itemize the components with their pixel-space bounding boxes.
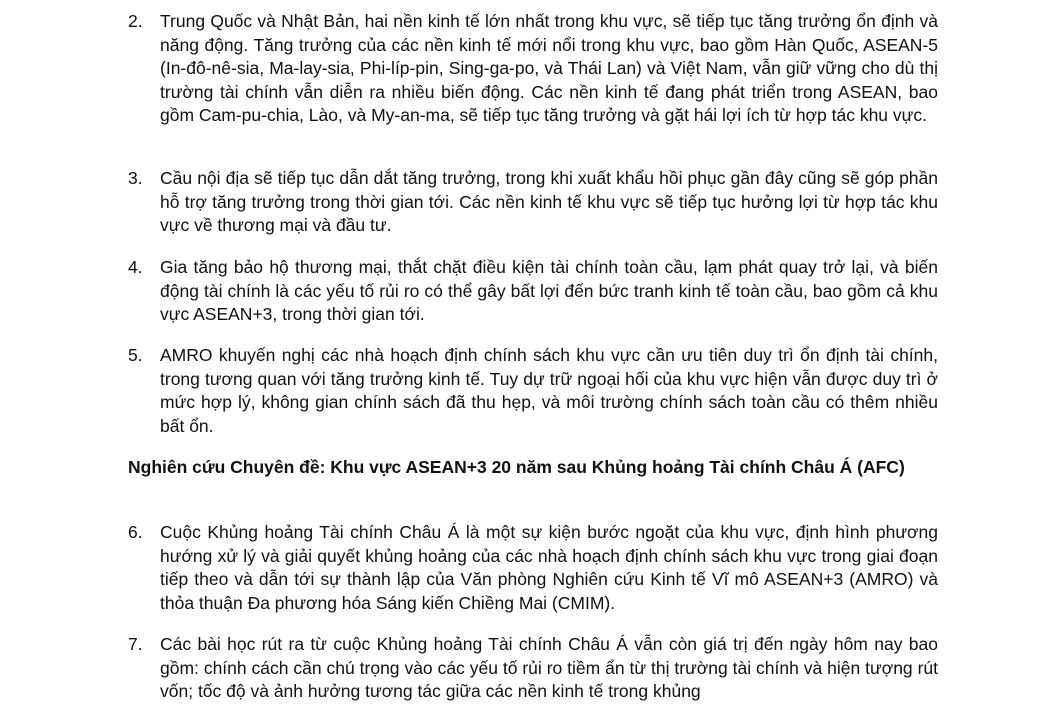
item-number: 5. [128,345,143,365]
item-number: 4. [128,257,143,277]
list-item [128,10,938,128]
item-number: 2. [128,11,143,31]
item-text: Các bài học rút ra từ cuộc Khủng hoảng Tài chính Châu Á vẫn còn giá trị đến ngày hôm nay bao gồm: chính cách cần chú trọng vào các yếu tố rủi ro tiềm ẩn từ thị trường tài chính và hiện tượng rút vốn; tốc độ và ảnh hưởng tương tác giữa các nền kinh tế trong khủng [160,634,938,701]
section-heading: Nghiên cứu Chuyên đề: Khu vực ASEAN+3 20 năm sau Khủng hoảng Tài chính Châu Á (AFC) [128,457,905,477]
item-number: 6. [128,522,143,542]
list-item [128,521,938,615]
item-text: Trung Quốc và Nhật Bản, hai nền kinh tế lớn nhất trong khu vực, sẽ tiếp tục tăng trưởng ổn định và năng động. Tăng trưởng của các nền kinh tế mới nổi trong khu vực, bao gồm Hàn Quốc, ASEAN-5 (In-đô-nê-sia, Ma-lay-sia, Phi-líp-pin, Sing-ga-po, và Thái Lan) và Việt Nam, vẫn giữ vững cho dù thị trường tài chính vẫn diễn ra nhiều biến động. Các nền kinh tế đang phát triển trong ASEAN, bao gồm Cam-pu-chia, Lào, và My-an-ma, sẽ tiếp tục tăng trưởng và gặt hái lợi ích từ hợp tác khu vực. [160,11,938,125]
list-item [128,167,938,238]
list-item [128,344,938,438]
item-number: 3. [128,168,143,188]
item-text: Cầu nội địa sẽ tiếp tục dẫn dắt tăng trưởng, trong khi xuất khẩu hồi phục gần đây cũng sẽ góp phần hỗ trợ tăng trưởng trong thời gian tới. Các nền kinh tế khu vực sẽ tiếp tục hưởng lợi từ hợp tác khu vực về thương mại và đầu tư. [160,168,938,235]
item-text: Cuộc Khủng hoảng Tài chính Châu Á là một sự kiện bước ngoặt của khu vực, định hình phương hướng xử lý và giải quyết khủng hoảng của các nhà hoạch định chính sách khu vực trong giai đoạn tiếp theo và dẫn tới sự thành lập của Văn phòng Nghiên cứu Kinh tế Vĩ mô ASEAN+3 (AMRO) và thỏa thuận Đa phương hóa Sáng kiến Chiềng Mai (CMIM). [160,522,938,613]
list-item [128,256,938,327]
item-text: Gia tăng bảo hộ thương mại, thắt chặt điều kiện tài chính toàn cầu, lạm phát quay trở lại, và biến động tài chính là các yếu tố rủi ro có thể gây bất lợi đến bức tranh kinh tế toàn cầu, bao gồm cả khu vực ASEAN+3, trong thời gian tới. [160,257,938,324]
item-text: AMRO khuyến nghị các nhà hoạch định chính sách khu vực cần ưu tiên duy trì ổn định tài chính, trong tương quan với tăng trưởng kinh tế. Tuy dự trữ ngoại hối của khu vực hiện vẫn được duy trì ở mức hợp lý, không gian chính sách đã thu hẹp, và môi trường chính sách toàn cầu có thêm nhiều bất ổn. [160,345,938,436]
item-number: 7. [128,634,143,654]
list-item [128,633,938,704]
